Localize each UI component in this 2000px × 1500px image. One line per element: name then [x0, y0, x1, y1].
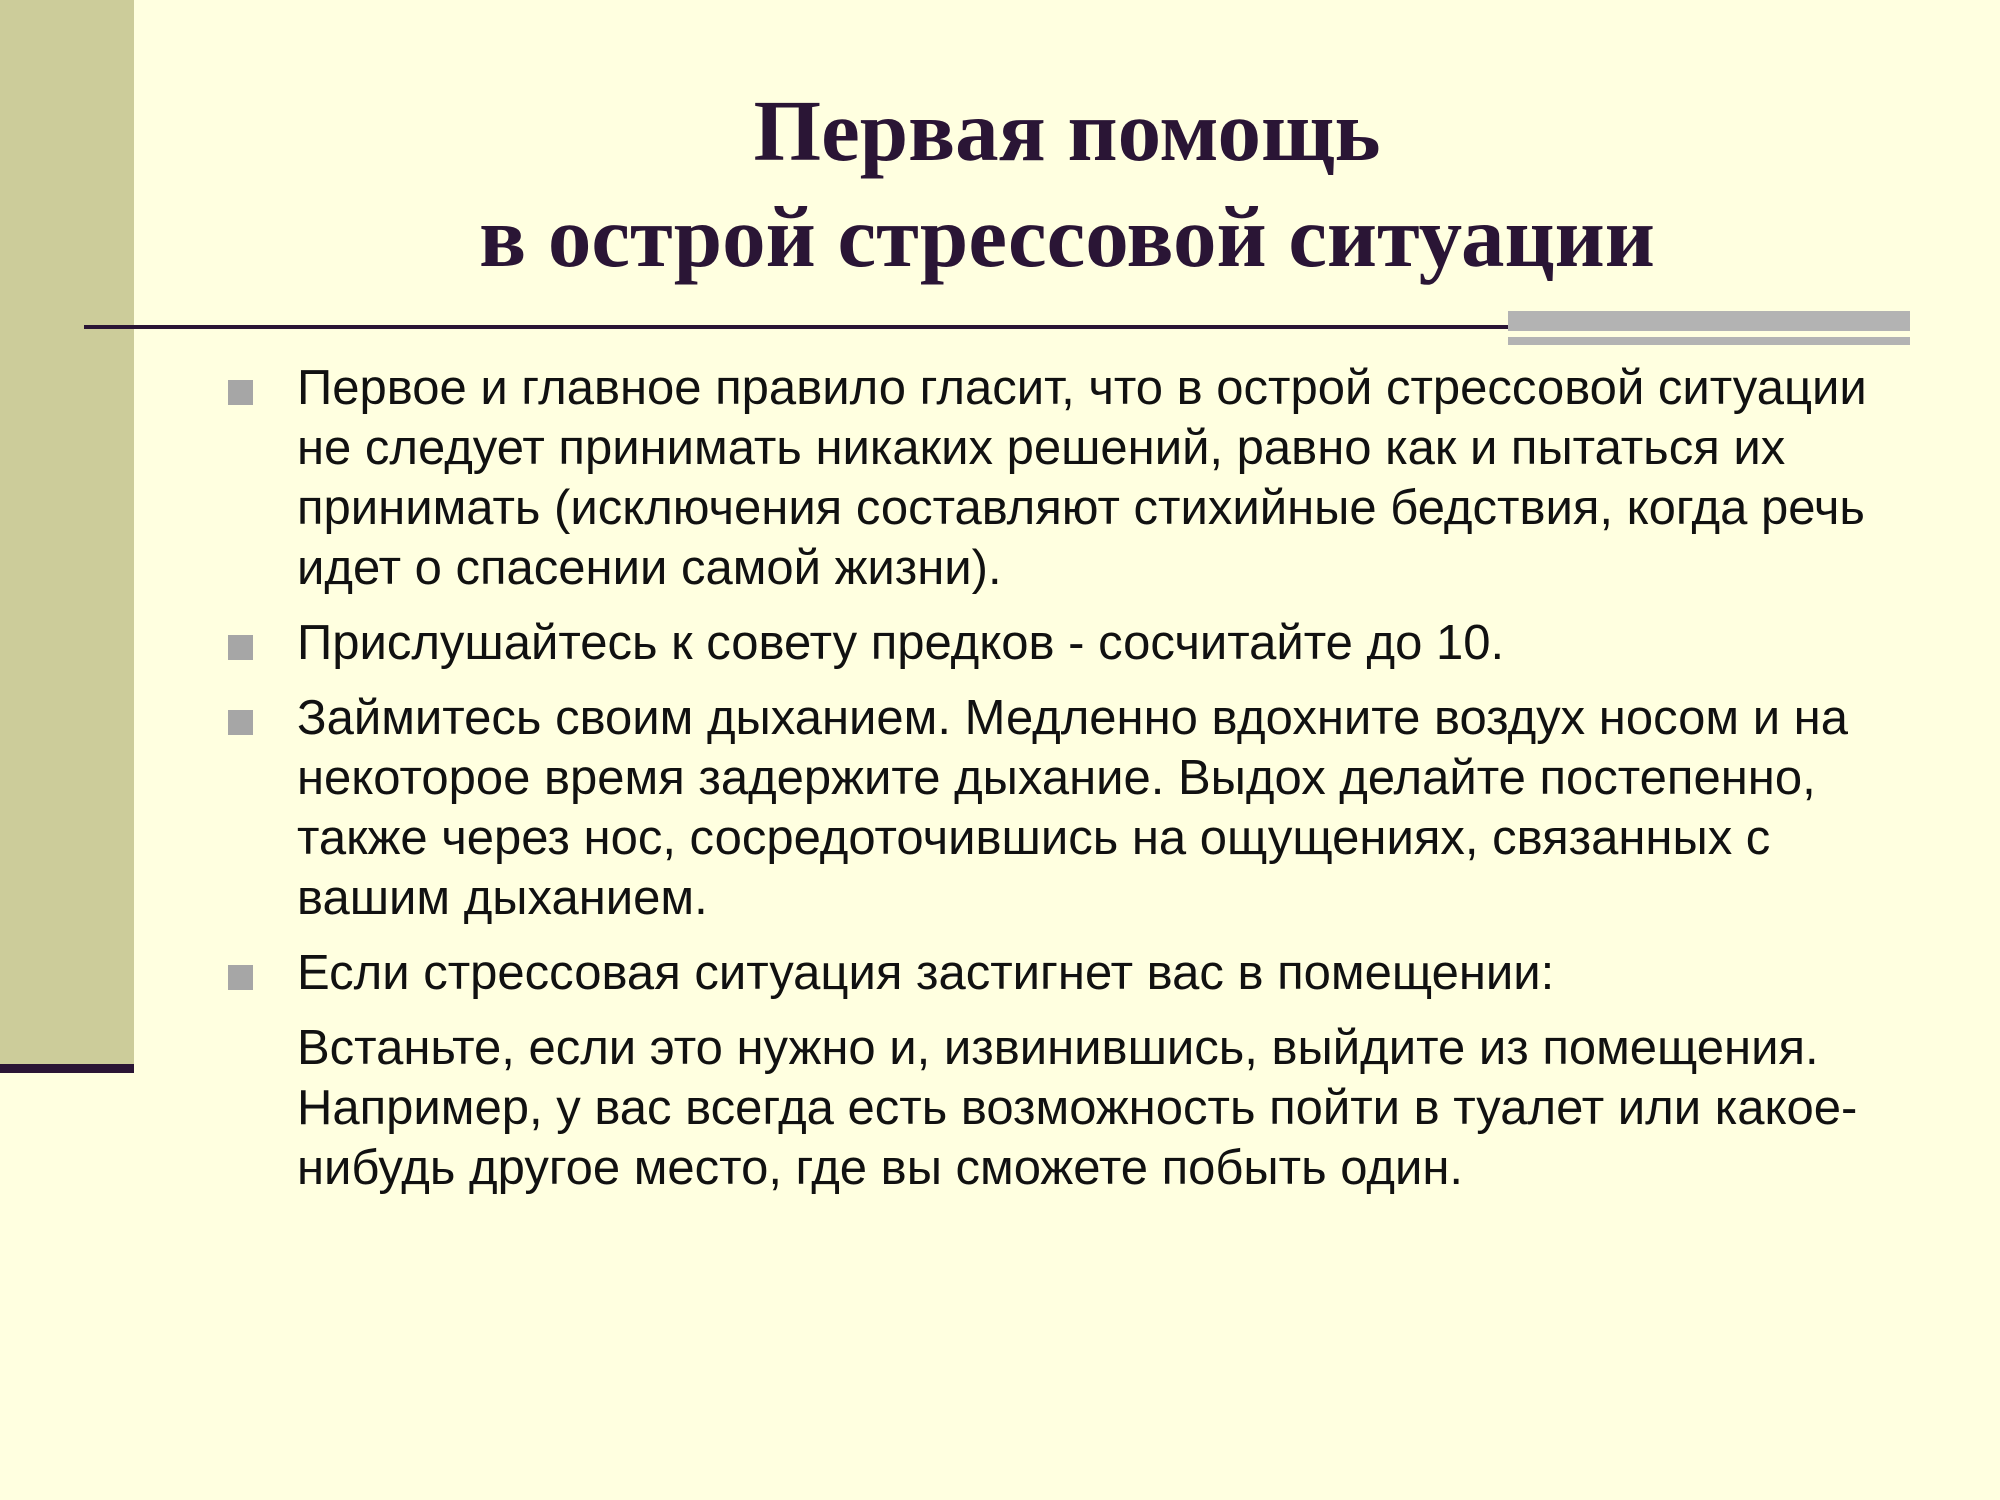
bullet-item — [222, 688, 1922, 928]
bullet-text: Если стрессовая ситуация застигнет вас в помещении: — [297, 946, 1555, 1000]
bullet-item — [222, 358, 1922, 598]
bullet-text: Первое и главное правило гласит, что в острой стрессовой ситуации не следует принимать никаких решений, равно как и пытаться их принимать (исключения составляют стихийные бедствия, когда речь идет о спасении самой жизни). — [297, 361, 1867, 595]
title-underline-accent — [1508, 311, 1910, 351]
side-band — [0, 0, 134, 1068]
title-line-1: Первая помощь — [753, 82, 1381, 179]
square-bullet-icon — [228, 380, 253, 405]
title-line-2: в острой стрессовой ситуации — [479, 188, 1655, 285]
square-bullet-icon — [228, 965, 253, 990]
bullet-text: Займитесь своим дыханием. Медленно вдохните воздух носом и на некоторое время задержите дыхание. Выдох делайте постепенно, также через нос, сосредоточившись на ощущениях, связанных с вашим дыханием. — [297, 691, 1848, 925]
bullet-item — [222, 943, 1922, 1003]
advice-paragraph: Встаньте, если это нужно и, извинившись, выйдите из помещения. Например, у вас всегда есть возможность пойти в туалет или какое-нибудь другое место, где вы сможете побыть один. — [297, 1021, 1858, 1195]
bullet-text: Прислушайтесь к совету предков - сосчитайте до 10. — [297, 616, 1505, 670]
bullet-item — [222, 613, 1922, 673]
slide-title — [134, 78, 2000, 290]
side-band-divider — [0, 1064, 134, 1073]
square-bullet-icon — [228, 710, 253, 735]
square-bullet-icon — [228, 635, 253, 660]
slide-content — [222, 358, 1922, 1198]
